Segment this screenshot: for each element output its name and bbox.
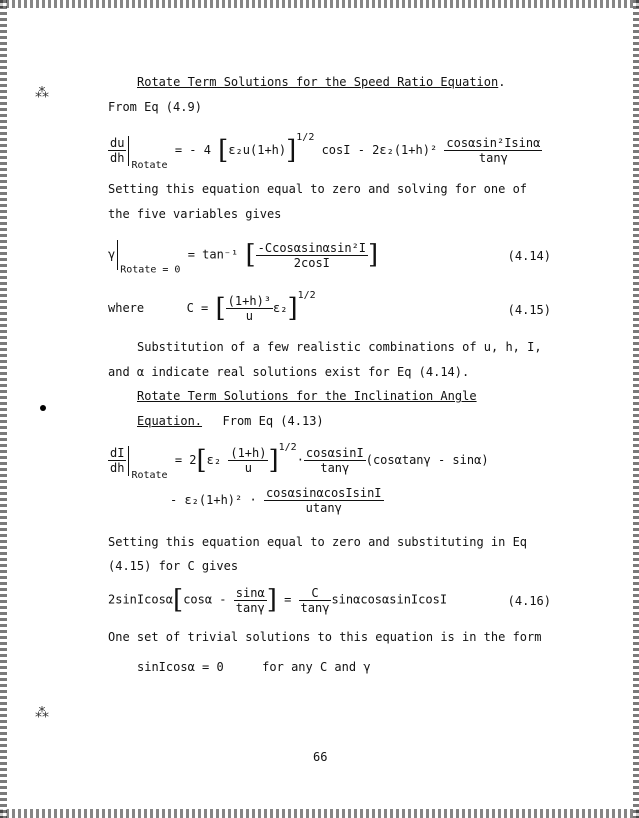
arctan-operator: = tan⁻¹ <box>187 247 239 262</box>
trivial-solution-condition: for any C and γ <box>262 660 371 674</box>
paragraph-line: One set of trivial solutions to this equation is in the form <box>108 630 542 644</box>
fraction-denominator: 2cosI <box>293 255 330 270</box>
term-fraction <box>444 136 542 165</box>
left-bracket: [ <box>215 293 226 324</box>
evaluation-subscript: Rotate <box>131 160 168 171</box>
trivial-solution-equation: sinIcosα = 0 <box>137 660 224 674</box>
equation-dI-dh: $\frac{dI}{dh}$ $_{Rotate}$ = 2[ε₂ $\frac{(1+h)}{u}$ ]$^{1/2}$· $\frac{\cos\alpha\sin I}{\tan\gamma}$ (cosαtanγ - sinα) <box>110 442 489 481</box>
equation-term: cosI - 2ε₂(1+h)² <box>321 143 438 157</box>
right-bracket: ] <box>266 585 277 615</box>
fraction-denominator: tanγ <box>235 600 265 615</box>
c-fraction <box>226 294 273 323</box>
power: 1/2 <box>297 290 316 301</box>
equation-number: (4.16) <box>507 594 551 608</box>
equation-number: (4.14) <box>507 249 551 263</box>
right-bracket: ] <box>368 240 379 270</box>
fraction-numerator: -Ccosαsinαsin²I <box>257 240 367 255</box>
evaluation-subscript: Rotate <box>131 470 168 481</box>
fraction-numerator: C <box>299 586 332 601</box>
equation-number: (4.15) <box>507 303 551 317</box>
fraction-denominator: tanγ <box>300 600 330 615</box>
fraction-denominator: tanγ <box>478 151 508 165</box>
binder-hole-mark <box>40 405 46 411</box>
equation-lhs: C = <box>186 301 209 315</box>
fraction-numerator: (1+h) <box>230 446 267 460</box>
left-bracket: [ <box>196 445 207 476</box>
fraction-numerator: sinα <box>235 585 265 600</box>
heading-text: Equation. <box>137 414 203 428</box>
inner-fraction <box>228 446 268 475</box>
scan-edge-top <box>0 0 639 8</box>
coefficient: = - 4 <box>174 143 211 157</box>
power: 1/2 <box>296 132 315 143</box>
right-bracket: ] <box>268 445 279 476</box>
fraction-numerator: (1+h)³ <box>227 294 272 308</box>
fraction-numerator: cosαsinI <box>305 446 364 460</box>
evaluation-subscript: Rotate = 0 <box>120 264 181 276</box>
section-heading-continued <box>137 414 324 428</box>
equation-reference: From Eq (4.13) <box>222 414 324 428</box>
scan-speck: ⁂ <box>35 705 48 721</box>
left-bracket: [ <box>218 135 229 166</box>
heading-text: Rotate Term Solutions for the Speed Ratio Equation <box>137 75 499 89</box>
equation-reference: From Eq (4.9) <box>108 100 202 114</box>
equals-sign: = <box>284 592 292 607</box>
evaluation-bar <box>128 446 129 476</box>
derivative-numerator: du <box>110 136 125 150</box>
scan-edge-right <box>633 0 639 818</box>
equation-term: - ε₂(1+h)² · <box>170 493 257 507</box>
equation-du-dh <box>108 132 542 171</box>
paragraph-line: (4.15) for C gives <box>108 559 239 573</box>
bracket-content: ε₂u(1+h) <box>228 143 287 157</box>
equation-lhs: 2sinIcosα <box>108 592 174 607</box>
left-bracket: [ <box>245 240 256 270</box>
power: 1/2 <box>278 442 297 453</box>
evaluation-bar <box>128 136 129 166</box>
heading-period: . <box>498 75 506 89</box>
equation-4-15 <box>108 290 316 324</box>
scan-edge-bottom <box>0 809 639 818</box>
equation-4-16 <box>108 585 447 615</box>
fraction-numerator: cosαsinαcosIsinI <box>265 486 382 500</box>
paragraph-line: and α indicate real solutions exist for Eq (4.14). <box>108 365 470 379</box>
fraction-denominator: utanγ <box>305 501 342 515</box>
paragraph-line: Setting this equation equal to zero and substituting in Eq <box>108 535 528 549</box>
paragraph-line: Substitution of a few realistic combinations of u, h, I, <box>137 340 542 354</box>
scan-speck: ⁂ <box>35 85 48 101</box>
paragraph-line: the five variables gives <box>108 207 282 221</box>
trivial-solution <box>137 660 371 674</box>
paragraph-line: Setting this equation equal to zero and solving for one of <box>108 182 528 196</box>
arctan-fraction <box>256 241 368 270</box>
coefficient: = 2 <box>174 453 197 467</box>
equation-lhs: γ <box>108 247 116 262</box>
derivative-fraction <box>108 446 126 475</box>
fraction-numerator: cosαsin²Isinα <box>446 136 541 150</box>
fraction-denominator: tanγ <box>320 461 350 475</box>
equation-4-14 <box>108 240 378 276</box>
left-bracket: [ <box>173 585 184 615</box>
derivative-denominator: dh <box>110 151 125 165</box>
sin-over-tan-fraction <box>234 586 267 615</box>
derivative-denominator: dh <box>110 461 125 475</box>
term-fraction <box>264 486 384 515</box>
fraction-denominator: u <box>244 461 253 475</box>
derivative-numerator: dI <box>110 446 125 460</box>
right-bracket: ] <box>286 135 297 166</box>
epsilon-term: ε₂ <box>206 453 222 467</box>
page-number: 66 <box>313 750 328 764</box>
equation-tail: (cosαtanγ - sinα) <box>365 453 489 467</box>
where-label: where <box>108 301 145 315</box>
c-over-tan-fraction <box>299 586 332 615</box>
section-heading: Rotate Term Solutions for the Inclination Angle <box>137 389 477 403</box>
term-fraction <box>304 446 366 475</box>
equation-tail: sinαcosαsinIcosI <box>331 592 448 607</box>
equation-dI-dh-line2 <box>170 486 384 515</box>
section-heading <box>137 75 505 89</box>
right-bracket: ] <box>287 293 298 324</box>
fraction-denominator: u <box>245 309 253 323</box>
epsilon-term: ε₂ <box>273 301 288 315</box>
bracket-term: cosα - <box>183 592 227 607</box>
evaluation-bar <box>117 240 118 270</box>
scan-edge-left <box>0 0 7 818</box>
derivative-fraction <box>108 136 126 165</box>
